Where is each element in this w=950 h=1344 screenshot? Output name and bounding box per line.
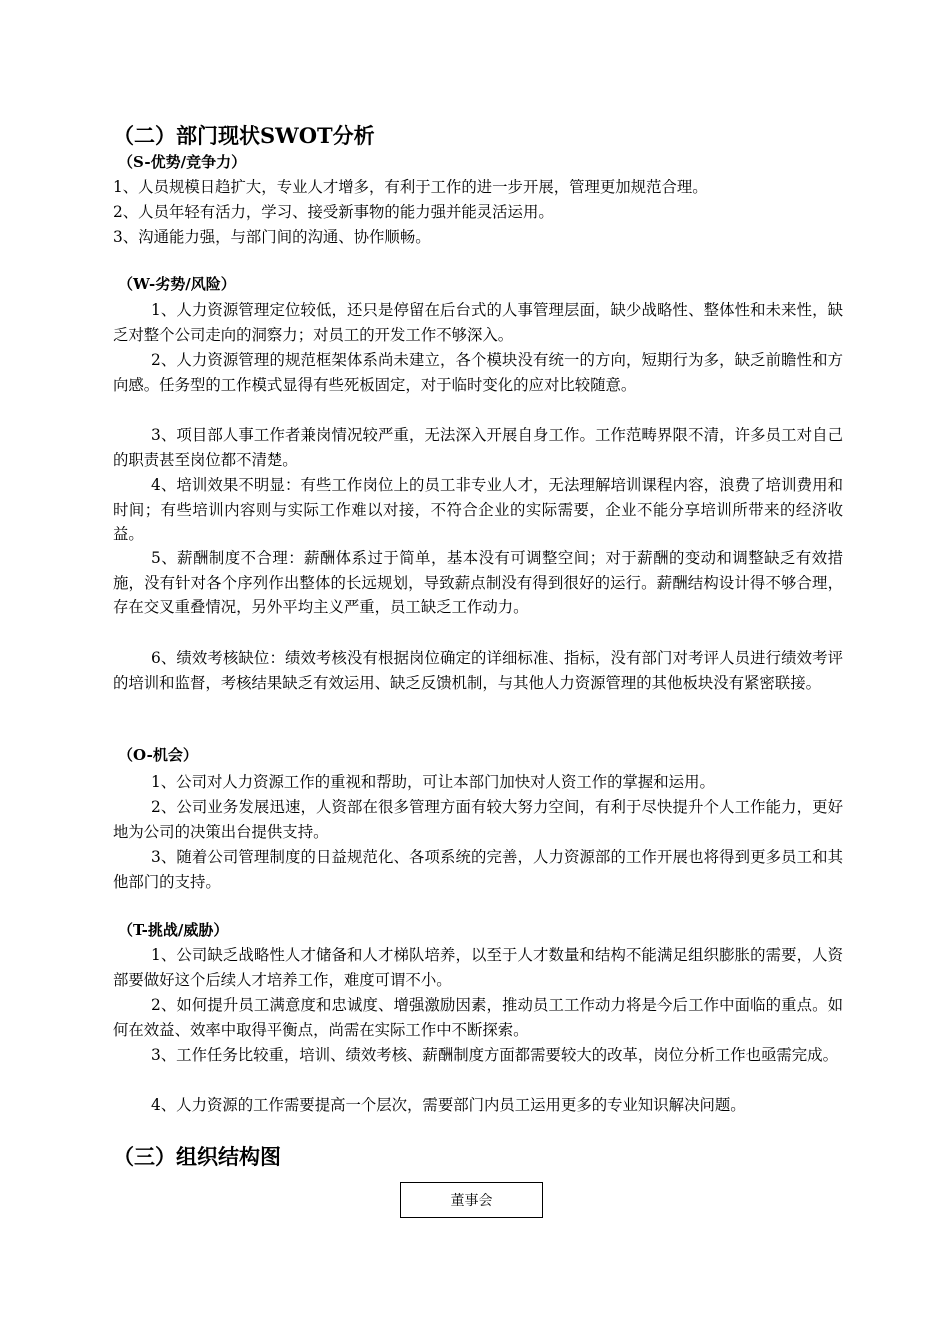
threat-item: 3、工作任务比较重，培训、绩效考核、薪酬制度方面都需要较大的改革，岗位分析工作也亟需完成。 [151,1046,838,1064]
opportunity-item: 3、随着公司管理制度的日益规范化、各项系统的完善，人力资源部的工作开展也将得到更多员工和其他部门的支持。 [113,848,843,891]
strength-item: 3、沟通能力强，与部门间的沟通、协作顺畅。 [113,228,431,246]
weakness-item: 5、薪酬制度不合理：薪酬体系过于简单，基本没有可调整空间；对于薪酬的变动和调整缺乏有效措施，没有针对各个序列作出整体的长远规划，导致薪点制没有得到很好的运行。薪酬结构设计得不够合理，存在交叉重叠情况，另外平均主义严重，员工缺乏工作动力。 [113,549,843,616]
strengths-heading: （S-优势/竞争力） [118,153,247,171]
opportunity-item: 1、公司对人力资源工作的重视和帮助，可让本部门加快对人资工作的掌握和运用。 [151,773,715,791]
weakness-item: 6、绩效考核缺位：绩效考核没有根据岗位确定的详细标准、指标，没有部门对考评人员进行绩效考评的培训和监督，考核结果缺乏有效运用、缺乏反馈机制，与其他人力资源管理的其他板块没有紧密联接。 [113,649,843,692]
weakness-item: 1、人力资源管理定位较低，还只是停留在后台式的人事管理层面，缺少战略性、整体性和未来性，缺乏对整个公司走向的洞察力；对员工的开发工作不够深入。 [113,301,843,344]
weakness-item: 4、培训效果不明显：有些工作岗位上的员工非专业人才，无法理解培训课程内容，浪费了培训费用和时间；有些培训内容则与实际工作难以对接，不符合企业的实际需要，企业不能分享培训所带来的经济收益。 [113,476,843,543]
threat-item: 4、人力资源的工作需要提高一个层次，需要部门内员工运用更多的专业知识解决问题。 [151,1096,746,1114]
section-title-org-chart: （三）组织结构图 [113,1144,281,1169]
weakness-item: 3、项目部人事工作者兼岗情况较严重，无法深入开展自身工作。工作范畴界限不清，许多员工对自己的职责甚至岗位都不清楚。 [113,426,843,469]
threats-heading: （T-挑战/威胁） [118,921,229,939]
org-chart-node-label: 董事会 [450,1193,493,1209]
section-title-swot: （二）部门现状SWOT分析 [113,123,375,148]
threat-item: 1、公司缺乏战略性人才储备和人才梯队培养，以至于人才数量和结构不能满足组织膨胀的需要，人资部要做好这个后续人才培养工作，难度可谓不小。 [113,946,843,989]
org-chart-node-board [400,1182,543,1218]
opportunities-heading: （O-机会） [118,746,198,764]
threat-item: 2、如何提升员工满意度和忠诚度、增强激励因素，推动员工工作动力将是今后工作中面临的重点。如何在效益、效率中取得平衡点，尚需在实际工作中不断探索。 [113,996,843,1039]
strength-item: 1、人员规模日趋扩大，专业人才增多，有利于工作的进一步开展，管理更加规范合理。 [113,178,708,196]
strength-item: 2、人员年轻有活力，学习、接受新事物的能力强并能灵活运用。 [113,203,554,221]
weakness-item: 2、人力资源管理的规范框架体系尚未建立，各个模块没有统一的方向，短期行为多，缺乏前瞻性和方向感。任务型的工作模式显得有些死板固定，对于临时变化的应对比较随意。 [113,351,843,394]
opportunity-item: 2、公司业务发展迅速，人资部在很多管理方面有较大努力空间，有利于尽快提升个人工作能力，更好地为公司的决策出台提供支持。 [113,798,843,841]
weaknesses-heading: （W-劣势/风险） [118,275,236,293]
